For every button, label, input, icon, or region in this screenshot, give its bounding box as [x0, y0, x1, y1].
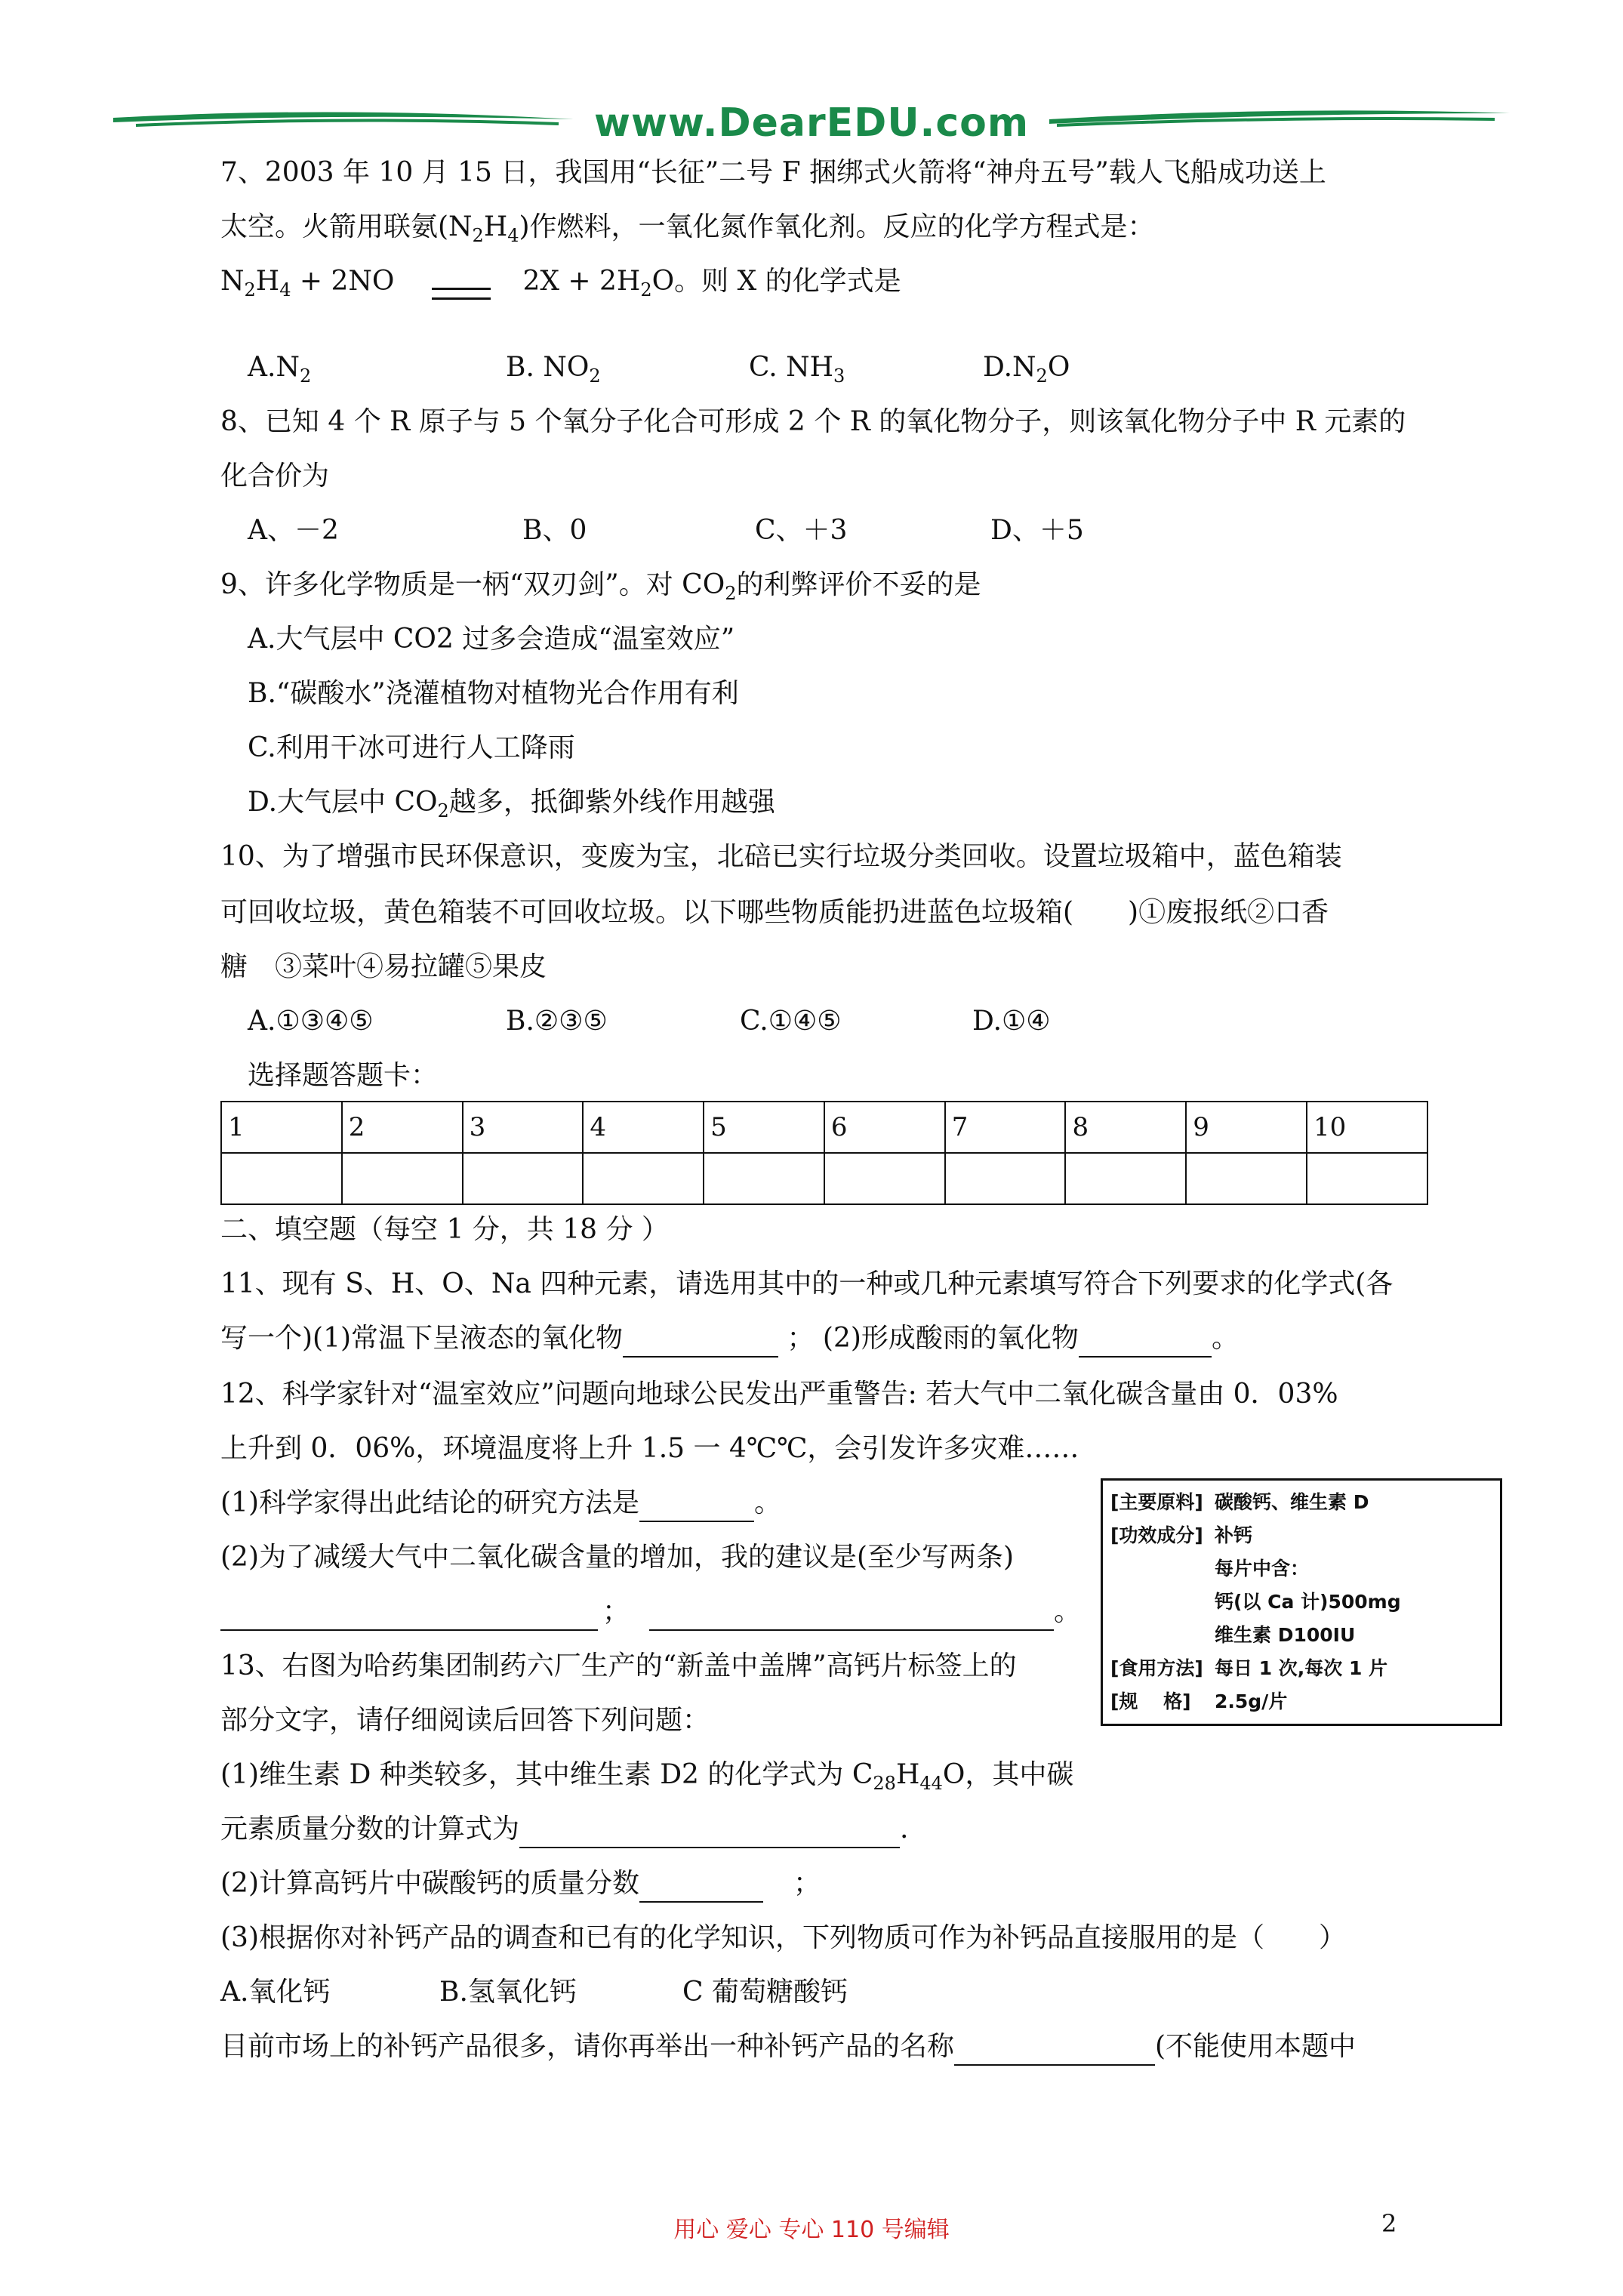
section2-title: 二、填空题（每空 1 分，共 18 分 ）: [220, 1214, 669, 1245]
q12-line1: 12、科学家针对“温室效应”问题向地球公民发出严重警告: 若大气中二氧化碳含量由 0．03%: [220, 1379, 1338, 1410]
answer-number: 2: [342, 1102, 463, 1153]
q13-line1: 13、右图为哈药集团制药六厂生产的“新盖中盖牌”高钙片标签上的: [220, 1650, 1017, 1681]
q10-option-b: B.②③⑤: [506, 1006, 608, 1037]
answer-cell[interactable]: [463, 1153, 584, 1204]
label-row-per-tablet: 每片中含：: [1215, 1558, 1310, 1579]
q13-blank-formula[interactable]: [519, 1820, 900, 1848]
answer-card-number-row: [221, 1102, 1427, 1153]
q13-blank-percent[interactable]: [639, 1874, 763, 1903]
q13-last-line: 目前市场上的补钙产品很多，请你再举出一种补钙产品的名称 (不能使用本题中: [220, 2028, 1356, 2066]
answer-number: 5: [704, 1102, 824, 1153]
answer-cell[interactable]: [1307, 1153, 1427, 1204]
q7-line1: 7、2003 年 10 月 15 日，我国用“长征”二号 F 捆绑式火箭将“神舟五号”载人飞船成功送上: [220, 157, 1326, 188]
page-footer: 用心 爱心 专心 110 号编辑: [673, 2217, 950, 2243]
q10-line1: 10、为了增强市民环保意识，变废为宝，北碚已实行垃圾分类回收。设置垃圾箱中，蓝色箱装: [220, 841, 1342, 872]
q7-option-b: B. $NO_2$: [506, 352, 601, 387]
label-row-spec: [规 格] 2.5g/片: [1110, 1690, 1288, 1712]
q11-line2: 写一个)(1)常温下呈液态的氧化物 ； (2)形成酸雨的氧化物 。: [220, 1320, 1239, 1358]
q13-line2: 部分文字，请仔细阅读后回答下列问题：: [220, 1705, 710, 1736]
q7-option-d: $D.N_2O$: [983, 352, 1070, 387]
answer-number: 8: [1065, 1102, 1186, 1153]
answer-number: 4: [583, 1102, 704, 1153]
q8-line2: 化合价为: [220, 461, 330, 492]
q9-stem: 9、许多化学物质是一柄“双刃剑”。对 $CO_2$的利弊评价不妥的是: [220, 569, 981, 604]
answer-number: 1: [221, 1102, 342, 1153]
answer-number: 6: [824, 1102, 945, 1153]
q12-blank-method[interactable]: [639, 1493, 754, 1522]
q13-option-b: B.氢氧化钙: [439, 1977, 577, 2008]
label-row-ingredients: [主要原料] 碳酸钙、维生素 D: [1110, 1491, 1369, 1513]
q12-line2: 上升到 0．06%，环境温度将上升 1.5 一 4℃℃，会引发许多灾难……: [220, 1433, 1079, 1464]
answer-number: 10: [1307, 1102, 1427, 1153]
equals-sign-icon: [432, 288, 491, 300]
q13-option-a: A.氧化钙: [220, 1977, 331, 2008]
q12-blank-suggestion-1[interactable]: [220, 1602, 598, 1631]
q10-line3: 糖 ③菜叶④易拉罐⑤果皮: [220, 951, 547, 982]
q9-option-b: B.“碳酸水”浇灌植物对植物光合作用有利: [248, 678, 739, 709]
q7-option-c: C. $NH_3$: [749, 352, 845, 387]
q10-option-c: C.①④⑤: [740, 1006, 842, 1037]
q13-sub3: (3)根据你对补钙产品的调查和已有的化学知识，下列物质可作为补钙品直接服用的是（ ）: [220, 1922, 1346, 1953]
answer-number: 9: [1186, 1102, 1307, 1153]
q10-option-a: A.①③④⑤: [248, 1006, 374, 1037]
q12-blank-suggestion-2[interactable]: [649, 1602, 1054, 1631]
q12-sub1: (1)科学家得出此结论的研究方法是 。: [220, 1484, 781, 1522]
q7-option-a: $A.N_2$: [248, 352, 312, 387]
q8-option-d: D、＋5: [990, 515, 1084, 546]
q9-option-d: D.大气层中 $CO_2$越多，抵御紫外线作用越强: [248, 787, 775, 821]
q9-option-c: C.利用干冰可进行人工降雨: [248, 732, 575, 763]
q9-option-a: A.大气层中 CO2 过多会造成“温室效应”: [248, 624, 735, 655]
q12-sub2: (2)为了减缓大气中二氧化碳含量的增加，我的建议是(至少写两条): [220, 1542, 1015, 1573]
label-row-effect: [功效成分] 补钙: [1110, 1524, 1253, 1546]
answer-number: 7: [945, 1102, 1066, 1153]
label-row-usage: [食用方法] 每日 1 次,每次 1 片: [1110, 1657, 1388, 1679]
label-row-vitamin-d: 维生素 D100IU: [1215, 1624, 1356, 1646]
label-row-calcium: 钙(以 Ca 计)500mg: [1215, 1591, 1401, 1613]
answer-cell[interactable]: [824, 1153, 945, 1204]
q13-sub2: (2)计算高钙片中碳酸钙的质量分数 ；: [220, 1865, 821, 1903]
q10-option-d: D.①④: [972, 1006, 1051, 1037]
q8-option-b: B、0: [522, 515, 587, 546]
answer-card-table: [220, 1101, 1428, 1205]
q13-sub1: (1)维生素 D 种类较多，其中维生素 D2 的化学式为 $C_{28}H_{44}O$，其中碳: [220, 1759, 1074, 1794]
answer-cell[interactable]: [342, 1153, 463, 1204]
q8-option-a: A、－2: [248, 515, 339, 546]
q7-equation: $N_2H_4 + 2NO$ $2X + 2H_2O$。则 X 的化学式是: [220, 266, 901, 300]
calcium-tablet-label: [1101, 1478, 1502, 1726]
q11-line1: 11、现有 S、H、O、Na 四种元素，请选用其中的一种或几种元素填写符合下列要求的化学式(各: [220, 1268, 1394, 1299]
q8-option-c: C、＋3: [755, 515, 848, 546]
q12-suggestions: ； 。: [220, 1593, 1081, 1631]
q13-option-c: C 葡萄糖酸钙: [682, 1977, 848, 2008]
answer-cell[interactable]: [1186, 1153, 1307, 1204]
q7-line2: 太空。火箭用联氨$(N_2H_4)$作燃料，一氧化氮作氧化剂。反应的化学方程式是：: [220, 211, 1155, 246]
q13-sub1-line2: 元素质量分数的计算式为 .: [220, 1811, 908, 1848]
answer-card-title: 选择题答题卡：: [248, 1060, 439, 1091]
page-number: 2: [1381, 2209, 1397, 2238]
q8-line1: 8、已知 4 个 R 原子与 5 个氧分子化合可形成 2 个 R 的氧化物分子，则该氧化物分子中 R 元素的: [220, 406, 1406, 437]
q13-blank-product[interactable]: [954, 2037, 1155, 2066]
q11-blank-1[interactable]: [623, 1329, 778, 1358]
site-url: www.DearEDU.com: [593, 100, 1030, 146]
q11-blank-2[interactable]: [1079, 1329, 1212, 1358]
answer-cell[interactable]: [704, 1153, 824, 1204]
answer-cell[interactable]: [221, 1153, 342, 1204]
answer-cell[interactable]: [1065, 1153, 1186, 1204]
answer-card-blank-row: [221, 1153, 1427, 1204]
answer-number: 3: [463, 1102, 584, 1153]
q10-line2: 可回收垃圾，黄色箱装不可回收垃圾。以下哪些物质能扔进蓝色垃圾箱( )①废报纸②口香: [220, 897, 1329, 928]
answer-cell[interactable]: [945, 1153, 1066, 1204]
answer-cell[interactable]: [583, 1153, 704, 1204]
